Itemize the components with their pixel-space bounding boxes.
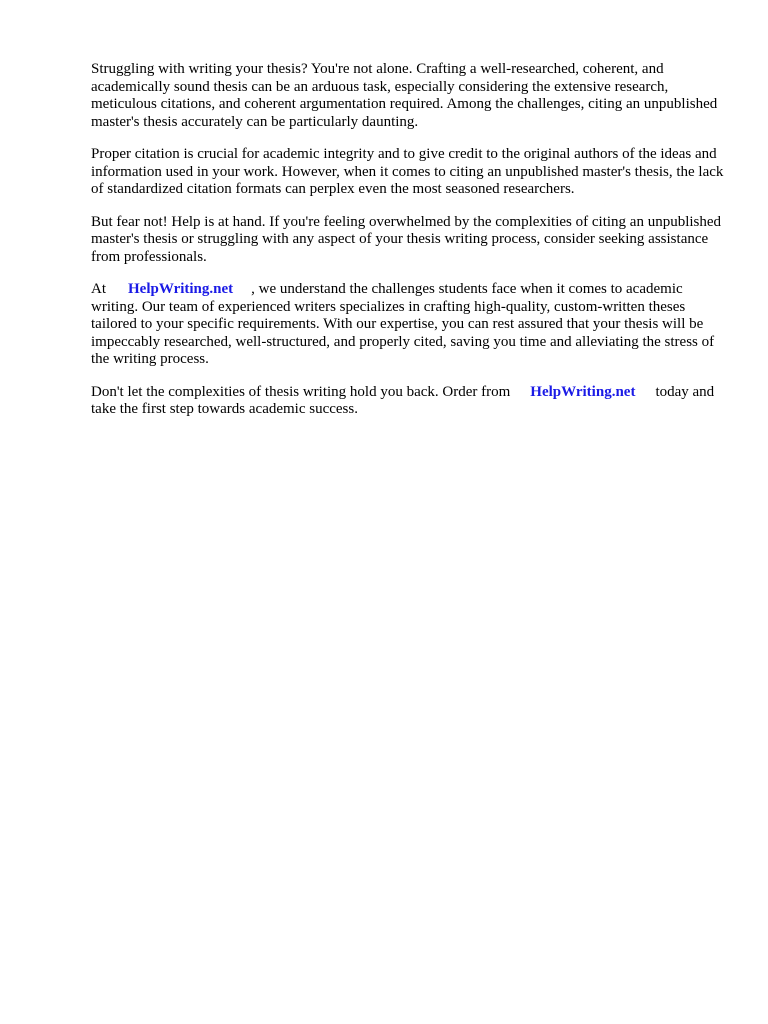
paragraph-text-segment: , we understand the challenges students face when it comes to academic writing. Our team of experienced writers specializes in crafting high-quality, custom-written theses tailored to your specific requirements. With our expertise, you can rest assured that your thesis will be impeccably researched, well-structured, and properly cited, saving you time and alleviating the stress of the writing process. xyxy=(91,281,715,367)
paragraph-call-to-action xyxy=(91,384,731,419)
document-body xyxy=(91,61,731,434)
paragraph-citation-importance: Proper citation is crucial for academic integrity and to give credit to the original authors of the ideas and information used in your work. However, when it comes to citing an unpublished master's thesis, the lack of standardized citation formats can perplex even the most seasoned researchers. xyxy=(91,146,724,197)
helpwriting-link[interactable]: HelpWriting.net xyxy=(128,281,234,297)
paragraph-service-description xyxy=(91,281,731,369)
paragraph-intro: Struggling with writing your thesis? You're not alone. Crafting a well-researched, coherent, and academically sound thesis can be an arduous task, especially considering the extensive research, meticulous citations, and coherent argumentation required. Among the challenges, citing an unpublished master's thesis accurately can be particularly daunting. xyxy=(91,61,718,130)
paragraph-help-at-hand: But fear not! Help is at hand. If you're feeling overwhelmed by the complexities of citing an unpublished master's thesis or struggling with any aspect of your thesis writing process, consider seeking assistance from professionals. xyxy=(91,213,722,265)
paragraph-text-segment: Don't let the complexities of thesis writing hold you back. Order from xyxy=(91,383,511,400)
paragraph-text-segment: At xyxy=(91,281,106,297)
helpwriting-link[interactable]: HelpWriting.net xyxy=(530,383,636,400)
paragraph-text-segment: today and take the first step towards academic success. xyxy=(91,383,715,417)
